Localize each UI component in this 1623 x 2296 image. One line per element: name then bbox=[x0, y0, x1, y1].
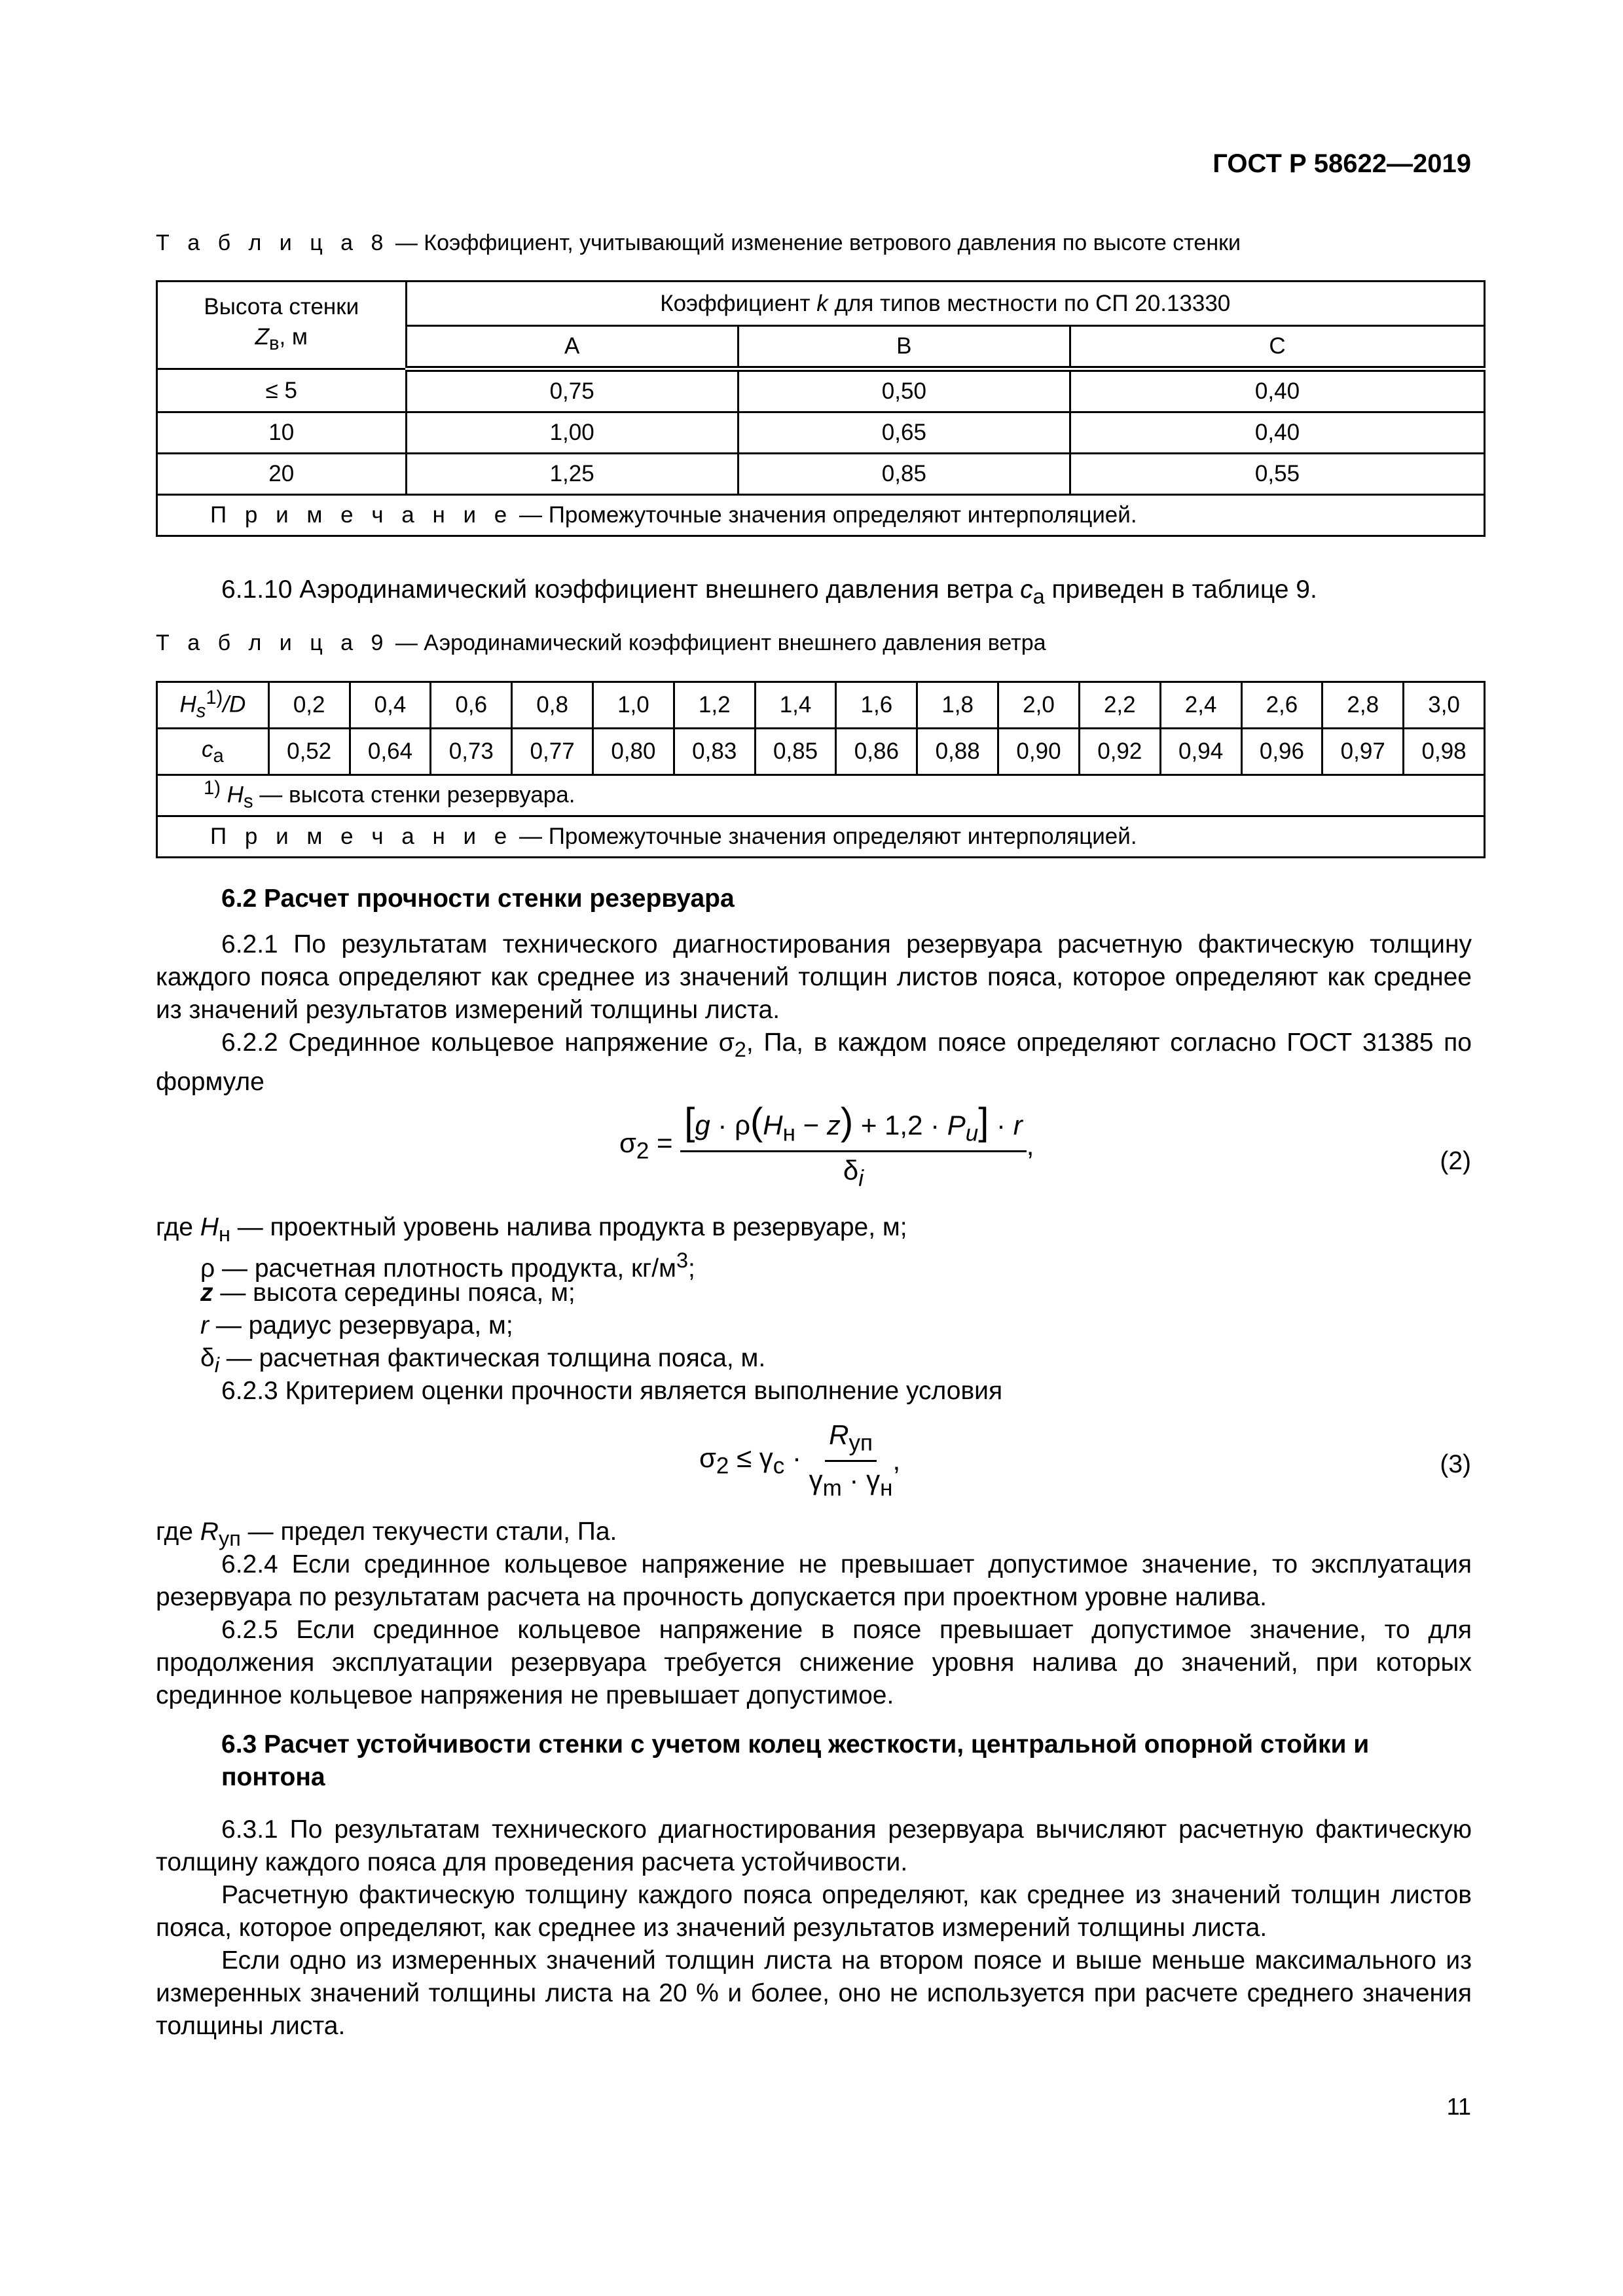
table-cell: 0,85 bbox=[755, 729, 836, 775]
page-number: 11 bbox=[1446, 2093, 1471, 2120]
table-row bbox=[157, 412, 1485, 454]
footnote-text: — высота стенки резервуара. bbox=[253, 782, 575, 808]
table-cell: 0,64 bbox=[350, 729, 431, 775]
table-cell: 0,88 bbox=[917, 729, 998, 775]
note-text: — Промежуточные значения определяют интерполяцией. bbox=[513, 502, 1137, 528]
paragraph-6-2-3: 6.2.3 Критерием оценки прочности является выполнение условия bbox=[221, 1377, 1003, 1405]
table-row bbox=[157, 454, 1485, 495]
table-cell: 0,75 bbox=[406, 369, 738, 412]
ratio-sub: s bbox=[196, 701, 206, 722]
footnote-mark: 1) bbox=[204, 778, 221, 799]
paragraph-6-1-10 bbox=[221, 574, 1317, 613]
paragraph-6-2-5: 6.2.5 Если срединное кольцевое напряжение в поясе превышает допустимое значение, то для продолжения эксплуатации резервуара требуется снижение уровня налива до значений, при которых срединное кольцевое напряжения не превышает допустимое. bbox=[156, 1616, 1472, 1709]
table8-caption-text: — Коэффициент, учитывающий изменение ветрового давления по высоте стенки bbox=[389, 230, 1241, 255]
table8-caption-prefix: Т а б л и ц а 8 bbox=[156, 230, 390, 255]
table-cell: 10 bbox=[157, 412, 407, 454]
formula-3: $\sigma_2 \le \gamma_c$ · $\frac{R_{уп}}{\gamma_m \cdot \gamma_н}$ , bbox=[699, 1419, 901, 1501]
table-cell: 20 bbox=[157, 454, 407, 495]
table-cell: 0,55 bbox=[1070, 454, 1484, 495]
coef-label-var: c bbox=[202, 736, 213, 762]
formula-2: $\sigma_2$ = $\frac{[g \cdot \rho(H_н - z) + 1,2 \cdot P_u] \cdot r}{\delta_i}$ , bbox=[619, 1101, 1034, 1192]
table-cell: 0,86 bbox=[836, 729, 917, 775]
equation-2-number: (2) bbox=[1440, 1147, 1471, 1175]
table-cell: 0,96 bbox=[1241, 729, 1322, 775]
coef-header-post: для типов местности по СП 20.13330 bbox=[828, 290, 1231, 316]
section-6-3-heading: 6.3 Расчет устойчивости стенки с учетом колец жесткости, центральной опорной стойки и понтона bbox=[221, 1730, 1370, 1791]
section-6-2-heading: 6.2 Расчет прочности стенки резервуара bbox=[221, 884, 735, 913]
p6110-post: приведен в таблице 9. bbox=[1044, 575, 1317, 604]
table-cell: 0,90 bbox=[998, 729, 1080, 775]
where-text: — проектный уровень налива продукта в резервуаре, м; bbox=[230, 1213, 907, 1241]
table9-caption bbox=[156, 630, 1046, 656]
p6110-sub: a bbox=[1032, 584, 1045, 608]
table-cell: 0,73 bbox=[431, 729, 512, 775]
p6110-var: c bbox=[1020, 575, 1033, 604]
table9-coef-row bbox=[157, 729, 1485, 775]
coef-label-sub: a bbox=[213, 745, 224, 767]
terrain-a-header: A bbox=[406, 326, 738, 369]
table-cell: 1,8 bbox=[917, 682, 998, 729]
table-cell: 1,0 bbox=[593, 682, 674, 729]
note-text: — Промежуточные значения определяют интерполяцией. bbox=[513, 824, 1137, 849]
height-var: Z bbox=[255, 323, 269, 350]
table-cell: 2,2 bbox=[1079, 682, 1160, 729]
table-cell: 0,77 bbox=[512, 729, 593, 775]
footnote-var: H bbox=[227, 782, 244, 808]
table-cell: 1,6 bbox=[836, 682, 917, 729]
where-prefix: где bbox=[156, 1518, 200, 1546]
equation-3-number: (3) bbox=[1440, 1450, 1471, 1478]
paragraph-6-3-1-b: Расчетную фактическую толщину каждого пояса определяют, как среднее из значений толщин листов пояса, которое определяют, как среднее из значений результатов измерений толщины листа. bbox=[156, 1881, 1472, 1942]
table9 bbox=[156, 681, 1486, 858]
ratio-label bbox=[157, 682, 269, 729]
table9-caption-text: — Аэродинамический коэффициент внешнего давления ветра bbox=[389, 630, 1046, 655]
ratio-var: H bbox=[179, 691, 196, 718]
table-row bbox=[157, 369, 1485, 412]
paragraph-6-3-1-c: Если одно из измеренных значений толщин листа на втором поясе и выше меньше максимального из измеренных значений толщины листа на 20 % и более, оно не используется при расчете среднего значения толщины листа. bbox=[156, 1946, 1472, 2040]
table-cell: 0,92 bbox=[1079, 729, 1160, 775]
paragraph-6-3-1: 6.3.1 По результатам технического диагностирования резервуара вычисляют расчетную фактическую толщину каждого пояса для проведения расчета устойчивости. bbox=[156, 1815, 1472, 1876]
table-cell: 0,97 bbox=[1322, 729, 1404, 775]
table-cell: 1,2 bbox=[674, 682, 755, 729]
paragraph-6-2-2 bbox=[156, 1027, 1472, 1099]
where-r bbox=[200, 1309, 513, 1342]
height-unit: , м bbox=[279, 323, 308, 350]
table8 bbox=[156, 280, 1486, 537]
table-cell: 0,52 bbox=[268, 729, 350, 775]
table9-ratio-row bbox=[157, 682, 1485, 729]
note-label: П р и м е ч а н и е bbox=[210, 502, 513, 528]
where-text: ; bbox=[688, 1254, 695, 1283]
where-sub: i bbox=[214, 1353, 219, 1377]
where-text: — радиус резервуара, м; bbox=[209, 1311, 513, 1339]
where-z bbox=[200, 1277, 575, 1309]
table-cell: 2,8 bbox=[1322, 682, 1404, 729]
table-cell: 0,80 bbox=[593, 729, 674, 775]
table9-caption-prefix: Т а б л и ц а 9 bbox=[156, 630, 390, 655]
p6110-pre: 6.1.10 Аэродинамический коэффициент внешнего давления ветра bbox=[221, 575, 1021, 604]
table-cell: 3,0 bbox=[1404, 682, 1485, 729]
where-sub: н bbox=[218, 1222, 230, 1246]
table8-caption bbox=[156, 230, 1241, 256]
coef-header-pre: Коэффициент bbox=[660, 290, 817, 316]
table-cell: 0,6 bbox=[431, 682, 512, 729]
table-cell: 2,6 bbox=[1241, 682, 1322, 729]
where-var: R bbox=[200, 1518, 219, 1546]
table-cell: 0,8 bbox=[512, 682, 593, 729]
table9-footnote bbox=[157, 775, 1485, 816]
table-cell: 1,25 bbox=[406, 454, 738, 495]
table-cell: 2,4 bbox=[1160, 682, 1241, 729]
table-cell: 0,65 bbox=[738, 412, 1070, 454]
height-sub: в bbox=[268, 333, 280, 354]
table-cell: 0,40 bbox=[1070, 369, 1484, 412]
terrain-b-header: B bbox=[738, 326, 1070, 369]
ratio-sup: 1) bbox=[206, 687, 223, 709]
table-cell: 0,94 bbox=[1160, 729, 1241, 775]
table-cell: 0,40 bbox=[1070, 412, 1484, 454]
note-label: П р и м е ч а н и е bbox=[210, 824, 513, 849]
table-cell: 0,2 bbox=[268, 682, 350, 729]
coef-var: k bbox=[816, 290, 828, 316]
table8-height-header bbox=[157, 282, 407, 369]
where-prefix: где bbox=[156, 1213, 200, 1241]
table-cell: 2,0 bbox=[998, 682, 1080, 729]
where-text: ρ — расчетная плотность продукта, кг/м bbox=[200, 1254, 676, 1283]
table-cell: 0,83 bbox=[674, 729, 755, 775]
table-cell: 1,4 bbox=[755, 682, 836, 729]
p622-pre: 6.2.2 Срединное кольцевое напряжение σ bbox=[221, 1029, 735, 1057]
p622-sub: 2 bbox=[734, 1037, 746, 1061]
where-sub: уп bbox=[218, 1526, 241, 1550]
where-text: — высота середины пояса, м; bbox=[213, 1279, 575, 1307]
table-cell: 0,50 bbox=[738, 369, 1070, 412]
table-cell: 0,4 bbox=[350, 682, 431, 729]
where-sup: 3 bbox=[676, 1248, 689, 1272]
paragraph-6-2-1: 6.2.1 По результатам технического диагностирования резервуара расчетную фактическую толщину каждого пояса определяют как среднее из значений толщин листов пояса, которое определяют как среднее из значений результатов измерений толщины листа. bbox=[156, 930, 1472, 1024]
table9-note bbox=[157, 816, 1485, 858]
height-header-text: Высота стенки bbox=[204, 293, 359, 319]
footnote-sub: s bbox=[243, 791, 253, 812]
where-var: H bbox=[200, 1213, 219, 1241]
table8-coef-header bbox=[406, 282, 1484, 326]
paragraph-6-2-4: 6.2.4 Если срединное кольцевое напряжение не превышает допустимое значение, то эксплуатация резервуара по результатам расчета на прочность допускается при проектном уровне налива. bbox=[156, 1550, 1472, 1611]
coef-label bbox=[157, 729, 269, 775]
where-var: r bbox=[200, 1311, 209, 1339]
where-text: — предел текучести стали, Па. bbox=[240, 1518, 617, 1546]
terrain-c-header: C bbox=[1070, 326, 1484, 369]
where-text: — расчетная фактическая толщина пояса, м. bbox=[219, 1344, 766, 1372]
p622-post: , Па, в каждом поясе определяют согласно ГОСТ 31385 по формуле bbox=[156, 1029, 1472, 1096]
where-var: δ bbox=[200, 1344, 215, 1372]
document-id: ГОСТ Р 58622—2019 bbox=[1213, 149, 1471, 178]
table-cell: 0,98 bbox=[1404, 729, 1485, 775]
table8-note bbox=[157, 495, 1485, 536]
where-var: z bbox=[200, 1279, 213, 1307]
table-cell: 0,85 bbox=[738, 454, 1070, 495]
ratio-post: /D bbox=[223, 691, 246, 718]
table-cell: ≤ 5 bbox=[157, 369, 407, 412]
table-cell: 1,00 bbox=[406, 412, 738, 454]
